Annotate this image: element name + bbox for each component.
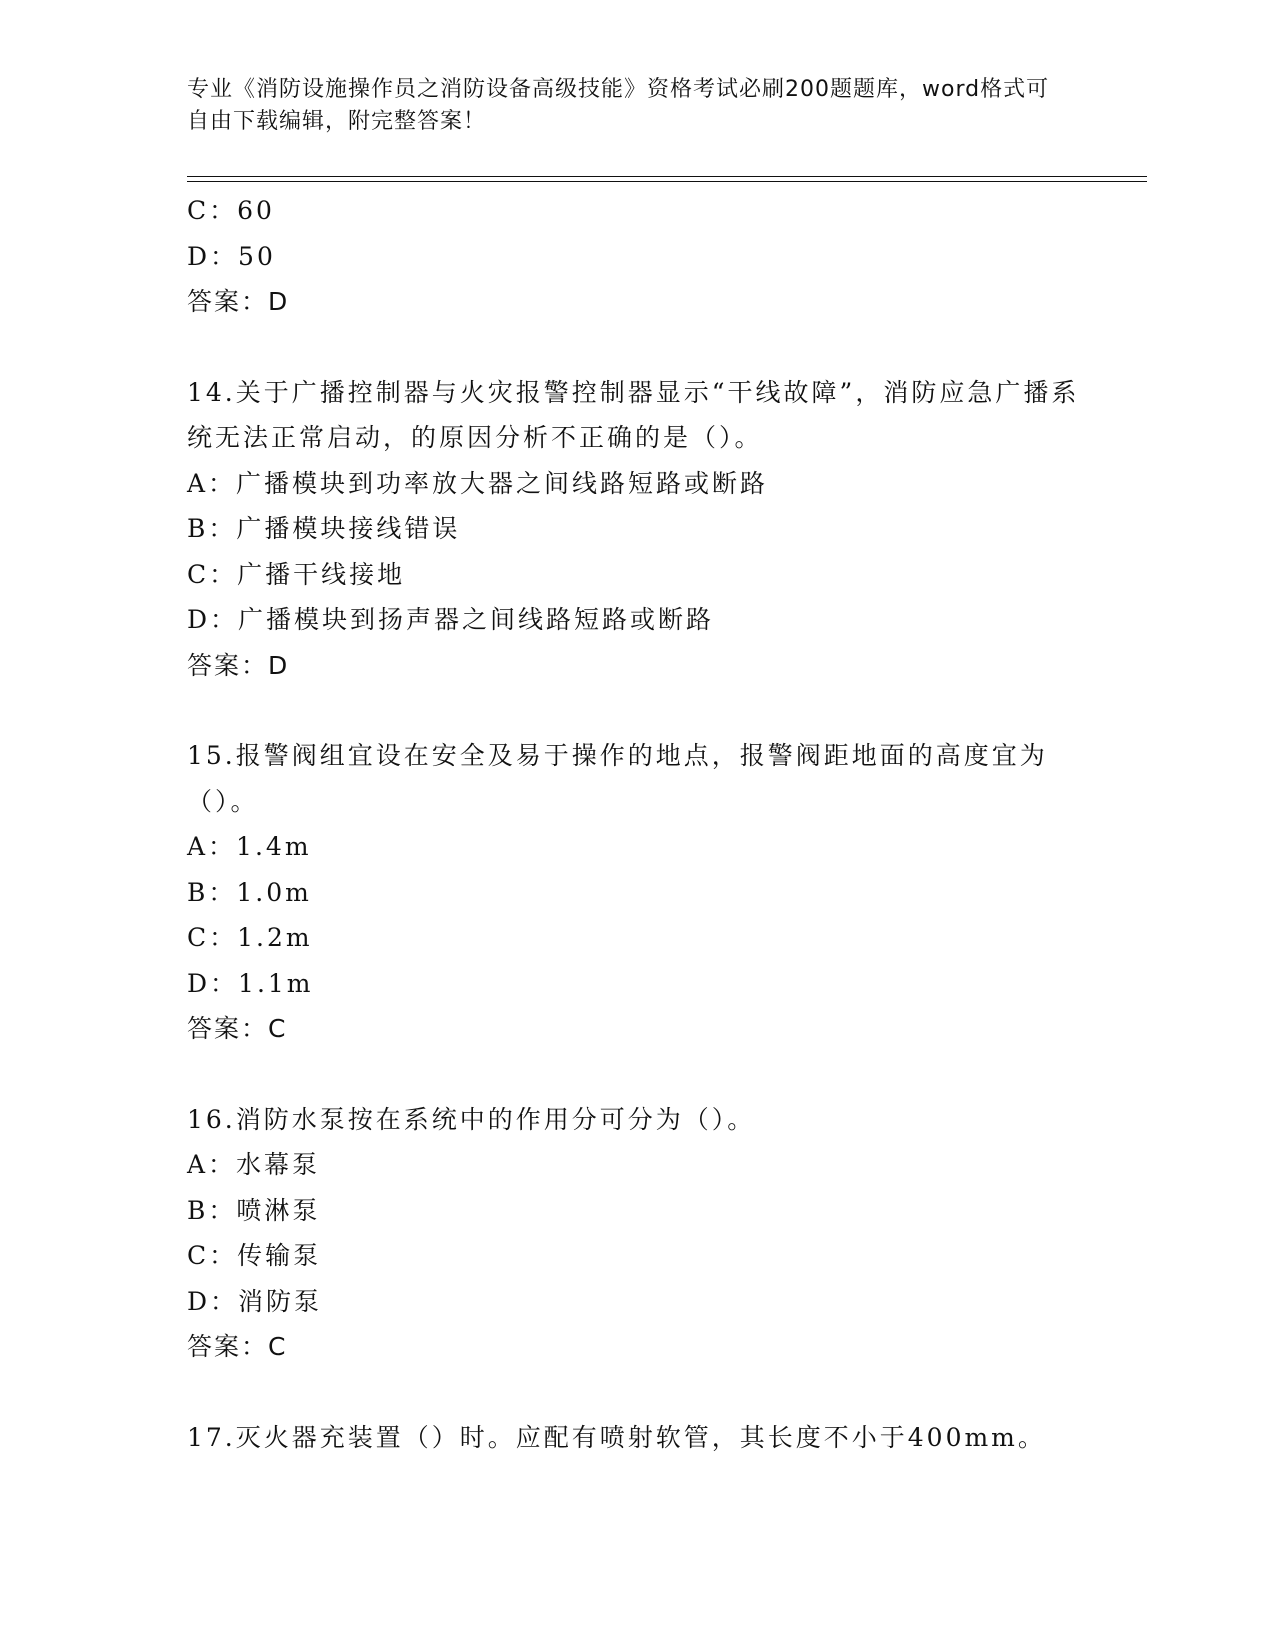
option-d: D：广播模块到扬声器之间线路短路或断路 — [187, 605, 715, 634]
question-spacer — [187, 1370, 1087, 1415]
question-stem: 16.消防水泵按在系统中的作用分可分为（）。 — [187, 1104, 756, 1134]
option-d: D：1.1m — [187, 968, 314, 998]
question-list — [187, 188, 1087, 1460]
previous-question-tail — [187, 188, 1087, 325]
option-c: C：广播干线接地 — [187, 559, 406, 589]
question-16 — [187, 1097, 1087, 1370]
question-spacer — [187, 1052, 1087, 1097]
answer-line: 答案：D — [187, 287, 290, 316]
question-17 — [187, 1415, 1087, 1461]
answer-line: 答案：C — [187, 1332, 288, 1361]
option-c: C：传输泵 — [187, 1241, 322, 1270]
header-divider-bottom — [187, 181, 1147, 182]
option-a: A：广播模块到功率放大器之间线路短路或断路 — [187, 468, 769, 498]
option-d: D：消防泵 — [187, 1286, 323, 1316]
question-stem: 14.关于广播控制器与火灾报警控制器显示“干线故障”，消防应急广播系统无法正常启动，的原因分析不正确的是（）。 — [187, 377, 1080, 452]
question-stem: 15.报警阀组宜设在安全及易于操作的地点，报警阀距地面的高度宜为（）。 — [187, 741, 1048, 816]
question-spacer — [187, 325, 1087, 370]
option-c: C：1.2m — [187, 923, 313, 952]
option-a: A：水幕泵 — [187, 1150, 321, 1179]
header-title: 专业《消防设施操作员之消防设备高级技能》资格考试必刷200题题库，word格式可自由下载编辑，附完整答案！ — [187, 77, 1050, 134]
answer-line: 答案：D — [187, 650, 290, 680]
answer-line: 答案：C — [187, 1014, 288, 1043]
option-b: B：喷淋泵 — [187, 1195, 321, 1225]
option-b: B：广播模块接线错误 — [187, 514, 461, 543]
option-b: B：1.0m — [187, 877, 312, 907]
question-15 — [187, 733, 1087, 1052]
question-14 — [187, 370, 1087, 689]
option-c: C：60 — [187, 196, 275, 225]
question-spacer — [187, 688, 1087, 733]
option-d: D：50 — [187, 241, 276, 271]
question-stem: 17.灭火器充装置（）时。应配有喷射软管，其长度不小于400mm。 — [187, 1422, 1046, 1452]
document-header — [187, 74, 1067, 138]
header-divider-top — [187, 176, 1147, 177]
option-a: A：1.4m — [187, 832, 312, 861]
